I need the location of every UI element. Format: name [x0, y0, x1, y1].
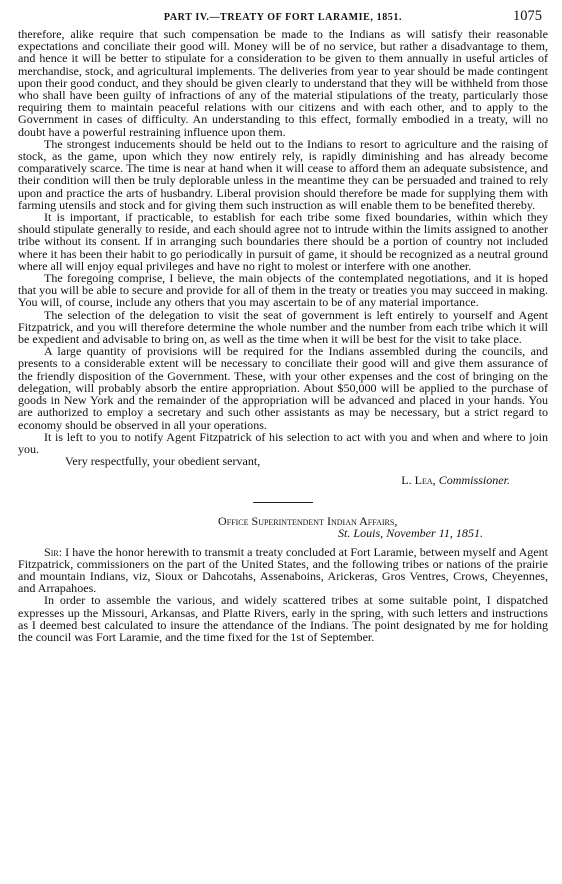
paragraph: A large quantity of provisions will be required for the Indians assembled during the councils, and presents to a considerable extent will be necessary to conciliate their good will and give them assurance of the friendly disposition of the Government. These, with your other expenses and the cost of bringing on the delegation, will probably absorb the entire appropriation. About $50,000 will be applied to the purchase of goods in New York and the remainder of the appropriation will be advanced and placed in your hands. You are authorized to employ a secretary and such other assistants as may be necessary, but a strict regard to economy should be observed in all your operations.: [18, 344, 548, 432]
office-place-date: St. Louis, November 11, 1851.: [338, 526, 484, 541]
letter-body: [18, 546, 548, 644]
paragraph: The foregoing comprise, I believe, the main objects of the contemplated negotiations, and it is hoped that you will be able to secure and provide for all of them in the treaty or treaties you may succeed in making. You will, of course, include any others that you may ascertain to be of any material importance.: [18, 271, 548, 310]
office-heading: [18, 515, 548, 540]
paragraph: It is left to you to notify Agent Fitzpatrick of his selection to act with you and when and where to join you.: [18, 429, 548, 456]
letter-paragraph: In order to assemble the various, and widely scattered tribes at some suitable point, I dispatched expresses up the Missouri, Arkansas, and Platte Rivers, early in the spring, with such letters and instructions as I deemed best calculated to insure the attendance of the Indians. The point designated by me for holding the council was Fort Laramie, and the time fixed for the 1st of September.: [18, 593, 548, 644]
header-title: PART IV.—TREATY OF FORT LARAMIE, 1851.: [163, 12, 403, 23]
body-text: [18, 28, 548, 455]
closing-line: Very respectfully, your obedient servant,: [65, 454, 261, 469]
salutation: Sir:: [44, 544, 63, 559]
letter-paragraph: [18, 546, 548, 595]
paragraph: therefore, alike require that such compensation be made to the Indians as will satisfy their reasonable expectations and conciliate their good will. Money will be of no service, but rather a disadvantage to them, and hence it will be better to stipulate for a consideration to be given to them annually in useful articles of merchandise, stock, and agricultural implements. The deliveries from year to year should be made contingent upon their good conduct, and they should be given clearly to understand that they will be withheld from those who shall have been guilty of infractions of any of the material stipulations of the treaty, particularly those requiring them to maintain peaceful relations with our citizens and with each other, and to apply to the Government in cases of difficulty. An understanding to this effect, formally embodied in a treaty, will no doubt have a powerful restraining influence upon them.: [18, 27, 548, 139]
signature-block: [18, 474, 548, 486]
office-name: Office Superintendent Indian Affairs,: [218, 513, 398, 528]
page-number: 1075: [513, 8, 542, 24]
paragraph: The strongest inducements should be held out to the Indians to resort to agriculture and the raising of stock, as the game, upon which they now entirely rely, is rapidly diminishing and has already become comparatively scarce. The time is near at hand when it will cease to afford them an adequate subsistence, and their condition will then be truly deplorable unless in the meantime they can be persuaded and trained to rely upon and practice the arts of husbandry. Liberal provision should therefore be made for supplying them with farming utensils and stock and for giving them such instruction as will enable them to be benefited thereby.: [18, 136, 548, 212]
section-divider: [253, 502, 313, 503]
signature-title: Commissioner.: [438, 473, 510, 488]
running-header: [18, 6, 548, 28]
paragraph: It is important, if practicable, to establish for each tribe some fixed boundaries, within which they should stipulate generally to reside, and each should agree not to intrude within the limits assigned to another tribe without its consent. If in arranging such boundaries there should be a portion of country not included where it has been their habit to go periodically in pursuit of game, it should be recognized as a neutral ground where all will enjoy equal privileges and have no right to molest or interfere with one another.: [18, 210, 548, 273]
letter-paragraph-text: I have the honor herewith to transmit a treaty concluded at Fort Laramie, between myself and Agent Fitzpatrick, commissioners on the part of the United States, and the following tribes or nations of the prairie and mountain Indians, viz, Sioux or Dahcotahs, Assenaboins, Arickeras, Gros Ventres, Crows, Cheyennes, and Arrapahoes.: [18, 544, 549, 596]
signature-name: L. Lea,: [401, 473, 436, 488]
paragraph: The selection of the delegation to visit the seat of government is left entirely to yourself and Agent Fitzpatrick, and you will therefore determine the whole number and the number from each tribe which it will be expedient and advisable to bring on, as well as the time when it will be best for the visit to take place.: [18, 307, 548, 347]
